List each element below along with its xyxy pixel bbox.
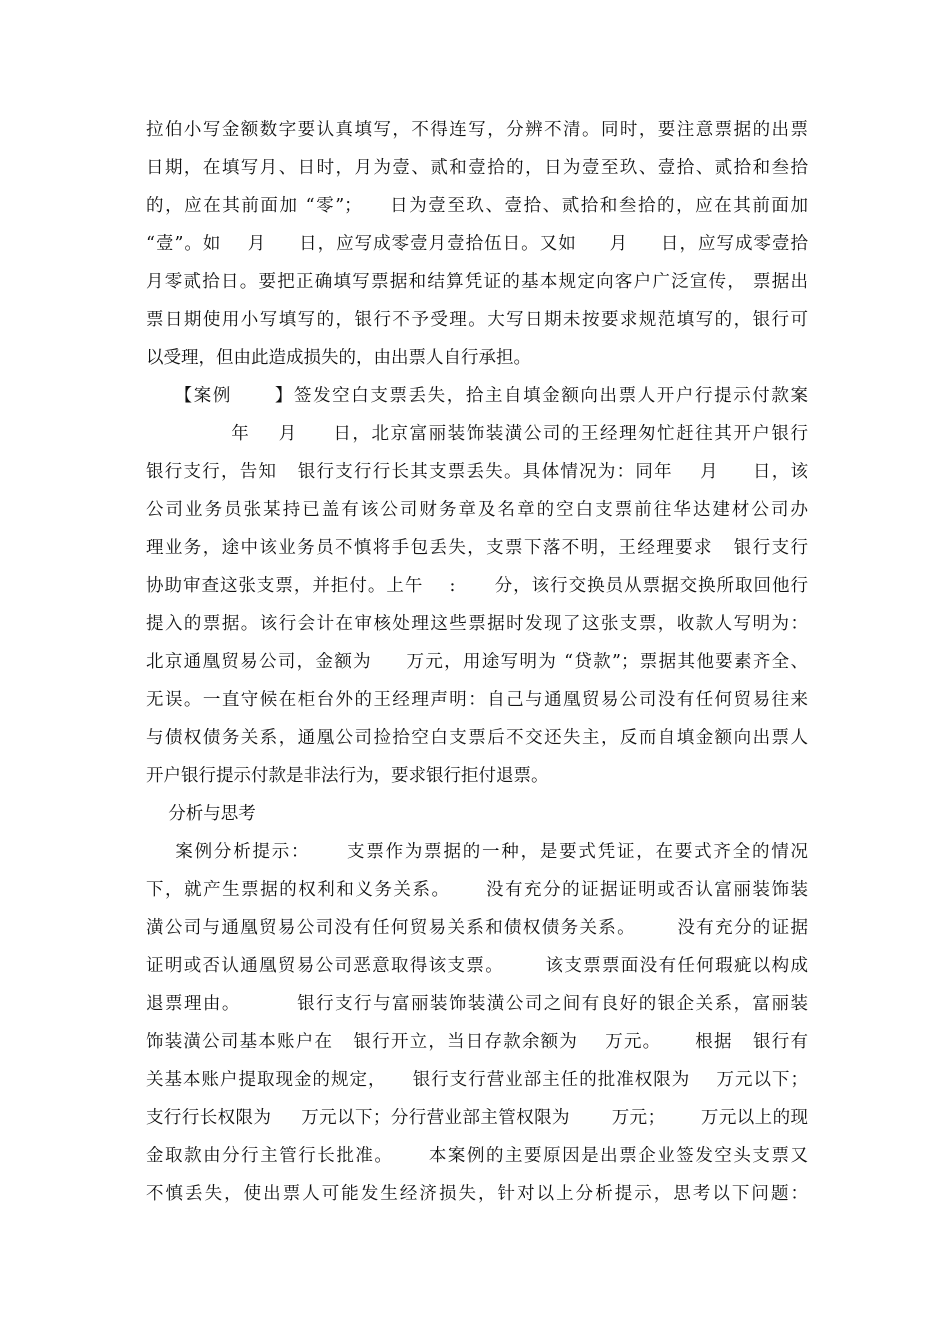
text-line: 案例分析提示： 支票作为票据的一种，是要式凭证，在要式齐全的情况	[146, 842, 808, 862]
text-line: 公司业务员张某持已盖有该公司财务章及名章的空白支票前往华达建材公司办	[146, 500, 808, 520]
text-line: 拉伯小写金额数字要认真填写，不得连写，分辨不清。同时，要注意票据的出票	[146, 120, 808, 140]
text-line: 年 月 日，北京富丽装饰装潢公司的王经理匆忙赶往其开户银行	[146, 424, 808, 444]
text-line: 金取款由分行主管行长批准。 本案例的主要原因是出票企业签发空头支票又	[146, 1146, 808, 1166]
text-line: 潢公司与通凰贸易公司没有任何贸易关系和债权债务关系。 没有充分的证据	[146, 918, 808, 938]
text-line: 饰装潢公司基本账户在 银行开立，当日存款余额为 万元。 根据 银行有	[146, 1032, 808, 1052]
case-heading: 【案例 】签发空白支票丢失，拾主自填金额向出票人开户行提示付款案	[146, 386, 808, 406]
text-line: 退票理由。 银行支行与富丽装饰装潢公司之间有良好的银企关系，富丽装	[146, 994, 808, 1014]
text-line: “壹”。如 月 日，应写成零壹月壹拾伍日。又如 月 日，应写成零壹拾	[146, 234, 808, 254]
text-line: 以受理，但由此造成损失的，由出票人自行承担。	[146, 348, 531, 368]
text-line: 北京通凰贸易公司，金额为 万元，用途写明为 “贷款”；票据其他要素齐全、	[146, 652, 808, 672]
text-line: 支行行长权限为 万元以下；分行营业部主管权限为 万元； 万元以上的现	[146, 1108, 808, 1128]
text-line: 月零贰拾日。要把正确填写票据和结算凭证的基本规定向客户广泛宣传， 票据出	[146, 272, 808, 292]
text-line: 提入的票据。该行会计在审核处理这些票据时发现了这张支票，收款人写明为：	[146, 614, 808, 634]
text-line: 票日期使用小写填写的，银行不予受理。大写日期未按要求规范填写的，银行可	[146, 310, 808, 330]
text-line: 无误。一直守候在柜台外的王经理声明：自己与通凰贸易公司没有任何贸易往来	[146, 690, 808, 710]
text-line: 与债权债务关系，通凰公司捡拾空白支票后不交还失主，反而自填金额向出票人	[146, 728, 808, 748]
section-heading: 分析与思考	[146, 804, 256, 824]
text-line: 日期，在填写月、日时，月为壹、贰和壹拾的，日为壹至玖、壹拾、贰拾和叁拾	[146, 158, 808, 178]
text-line: 关基本账户提取现金的规定， 银行支行营业部主任的批准权限为 万元以下；	[146, 1070, 808, 1090]
text-line: 协助审查这张支票，并拒付。上午 : 分，该行交换员从票据交换所取回他行	[146, 576, 808, 596]
text-line: 下，就产生票据的权利和义务关系。 没有充分的证据证明或否认富丽装饰装	[146, 880, 808, 900]
text-line: 证明或否认通凰贸易公司恶意取得该支票。 该支票票面没有任何瑕疵以构成	[146, 956, 808, 976]
text-line: 理业务，途中该业务员不慎将手包丢失，支票下落不明，王经理要求 银行支行	[146, 538, 808, 558]
text-line: 银行支行，告知 银行支行行长其支票丢失。具体情况为：同年 月 日，该	[146, 462, 808, 482]
text-line: 不慎丢失，使出票人可能发生经济损失，针对以上分析提示，思考以下问题：	[146, 1184, 808, 1204]
text-line: 开户银行提示付款是非法行为，要求银行拒付退票。	[146, 766, 549, 786]
text-line: 的，应在其前面加 “零”； 日为壹至玖、壹拾、贰拾和叁拾的，应在其前面加	[146, 196, 808, 216]
